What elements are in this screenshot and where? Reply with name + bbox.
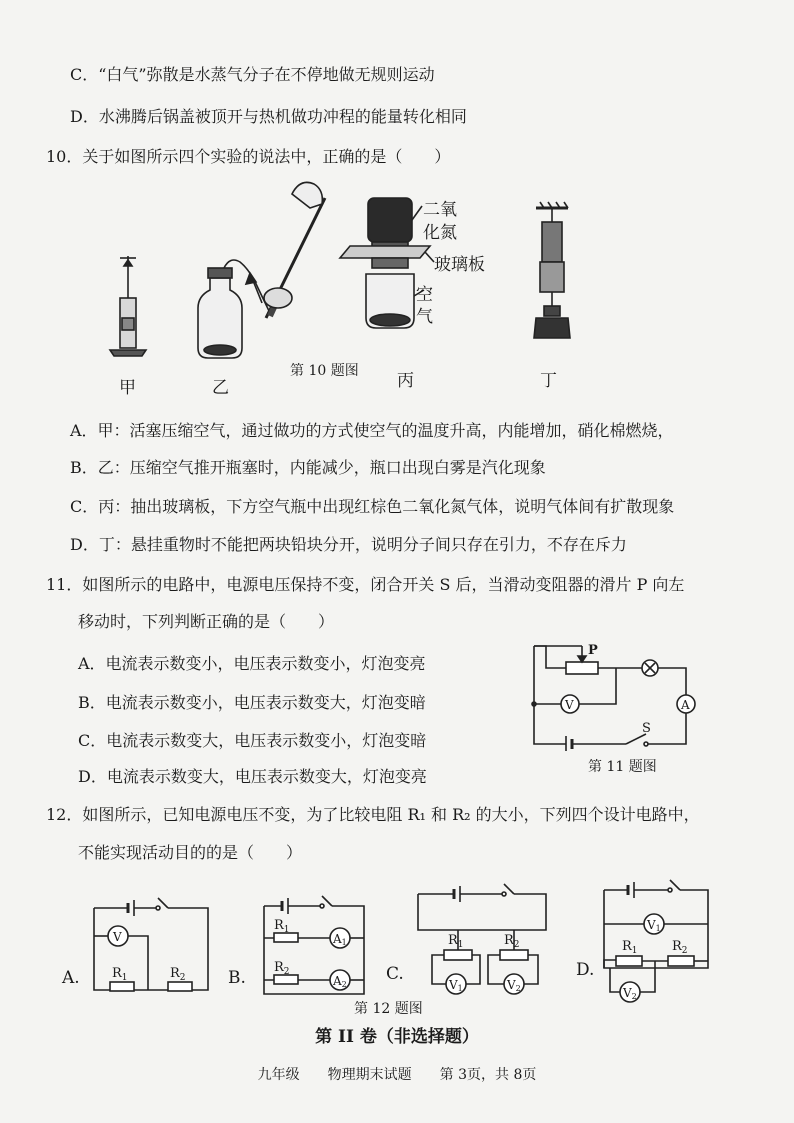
q11-ammeter: A bbox=[681, 698, 690, 712]
q12-circuit-b bbox=[252, 886, 372, 1000]
q9-option-c: C．“白气”弥散是水蒸气分子在不停地做无规则运动 bbox=[70, 65, 435, 84]
fig-text-air-1: 空 bbox=[416, 285, 433, 305]
q12c-v2: V2 bbox=[507, 978, 521, 993]
q12c-v1: V1 bbox=[449, 978, 463, 993]
q11-stem-1: 11．如图所示的电路中，电源电压保持不变，闭合开关 S 后，当滑动变阻器的滑片 P 向左 bbox=[46, 575, 685, 594]
q12c-r1: $R_1$ bbox=[448, 933, 464, 950]
q12d-r2: $R_2$ bbox=[672, 939, 688, 956]
q12a-r1: $R_1$ bbox=[112, 966, 128, 983]
fig-ding-lead-blocks bbox=[534, 202, 570, 338]
q12d-v1: V1 bbox=[647, 918, 661, 933]
q12-caption: 第 12 题图 bbox=[354, 1001, 423, 1017]
q10-caption: 第 10 题图 bbox=[290, 363, 359, 379]
label-ding: 丁 bbox=[540, 371, 557, 391]
q12-stem-1: 12．如图所示，已知电源电压不变，为了比较电阻 R₁ 和 R₂ 的大小，下列四个设计电路中， bbox=[46, 805, 700, 824]
q12b-r1: $R_1$ bbox=[274, 918, 290, 935]
q12-label-a: A. bbox=[62, 968, 80, 988]
q10-option-d: D．丁：悬挂重物时不能把两块铅块分开，说明分子间只存在引力，不存在斥力 bbox=[70, 535, 627, 554]
section-title: 第 II 卷（非选择题） bbox=[315, 1027, 479, 1047]
q12-label-c: C. bbox=[386, 964, 404, 984]
q12c-r2: $R_2$ bbox=[504, 933, 520, 950]
q11-option-c: C．电流表示数变大，电压表示数变小，灯泡变暗 bbox=[78, 731, 427, 750]
q12b-r2: $R_2$ bbox=[274, 960, 290, 977]
q11-option-a: A．电流表示数变小，电压表示数变小，灯泡变亮 bbox=[78, 654, 426, 673]
q12-label-d: D. bbox=[576, 960, 595, 980]
fig-text-glass: 玻璃板 bbox=[434, 255, 485, 275]
q12d-v2: V2 bbox=[623, 986, 637, 1001]
q12-circuit-c bbox=[414, 880, 554, 1000]
q12d-r1: $R_1$ bbox=[622, 939, 638, 956]
q10-stem: 10．关于如图所示四个实验的说法中，正确的是（ ） bbox=[46, 147, 451, 166]
q12-label-b: B. bbox=[228, 968, 246, 988]
q10-option-a: A．甲：活塞压缩空气，通过做功的方式使空气的温度升高，内能增加，硝化棉燃烧， bbox=[70, 421, 674, 440]
label-yi: 乙 bbox=[212, 378, 229, 398]
label-bing: 丙 bbox=[397, 371, 414, 391]
fig-text-air-2: 气 bbox=[416, 307, 433, 327]
q10-option-c: C．丙：抽出玻璃板，下方空气瓶中出现红棕色二氧化氮气体，说明气体间有扩散现象 bbox=[70, 497, 675, 516]
q11-stem-2: 移动时，下列判断正确的是（ ） bbox=[78, 612, 335, 631]
fig-jia-cylinder bbox=[110, 256, 146, 356]
q12a-voltmeter: V bbox=[113, 930, 122, 944]
q12-stem-2: 不能实现活动目的的是（ ） bbox=[78, 843, 303, 862]
q9-option-d: D．水沸腾后锅盖被顶开与热机做功冲程的能量转化相同 bbox=[70, 107, 467, 126]
q11-caption: 第 11 题图 bbox=[588, 759, 657, 775]
q11-voltmeter: V bbox=[565, 698, 574, 712]
q12-circuit-d bbox=[598, 876, 716, 1006]
q12b-a1: A1 bbox=[333, 932, 347, 947]
fig-text-no2-1: 二氧 bbox=[423, 200, 457, 220]
q11-label-s: S bbox=[642, 721, 651, 736]
q12a-r2: $R_2$ bbox=[170, 966, 186, 983]
q11-circuit bbox=[526, 636, 706, 751]
fig-yi-bottle bbox=[198, 182, 325, 358]
q11-option-d: D．电流表示数变大，电压表示数变大，灯泡变亮 bbox=[78, 767, 427, 786]
q10-option-b: B．乙：压缩空气推开瓶塞时，内能减少，瓶口出现白雾是汽化现象 bbox=[70, 458, 546, 477]
page-footer: 九年级 物理期末试题 第 3页，共 8页 bbox=[257, 1067, 537, 1083]
label-jia: 甲 bbox=[119, 378, 136, 398]
q11-label-p: P bbox=[588, 643, 598, 658]
q11-option-b: B．电流表示数变小，电压表示数变大，灯泡变暗 bbox=[78, 693, 426, 712]
q12b-a2: A2 bbox=[333, 974, 347, 989]
fig-text-no2-2: 化氮 bbox=[423, 223, 457, 243]
q12-circuit-a bbox=[88, 890, 218, 1000]
